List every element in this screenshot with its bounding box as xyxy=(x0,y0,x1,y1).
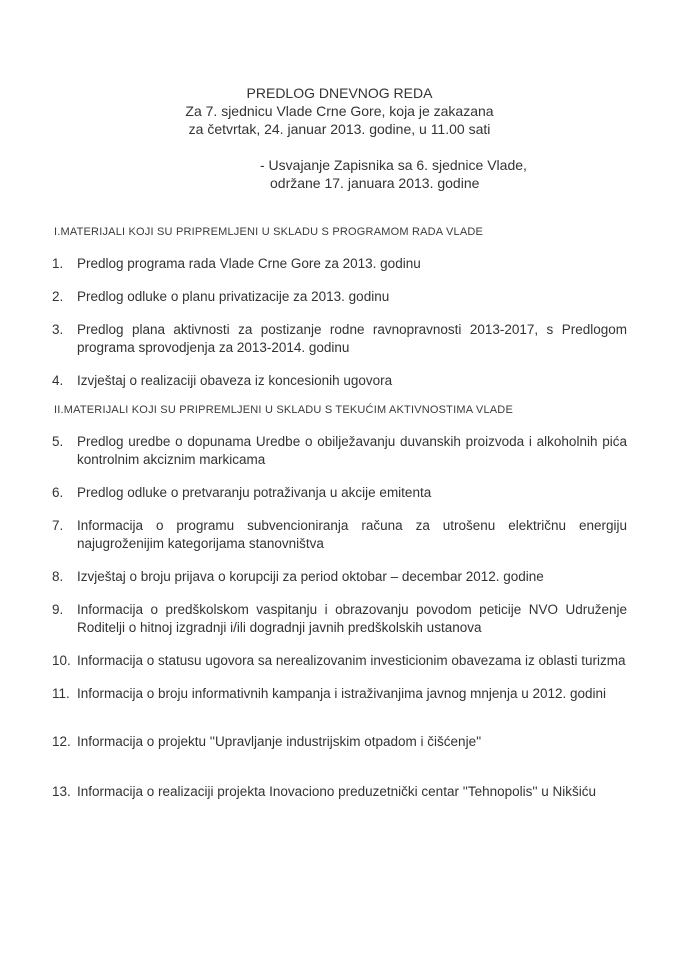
agenda-item-2 xyxy=(52,288,627,306)
agenda-item-3 xyxy=(52,321,627,357)
agenda-item-number: 10. xyxy=(52,653,71,668)
minutes-note-line-2: održane 17. januara 2013. godine xyxy=(270,175,480,191)
agenda-item-number: 13. xyxy=(52,784,71,799)
agenda-item-number: 5. xyxy=(52,434,64,449)
agenda-item-text: Informacija o predškolskom vaspitanju i obrazovanju povodom peticije NVO Udruženje Roditelji o hitnoj izgradnji i/ili dogradnji javnih predškolskih ustanova xyxy=(77,602,627,635)
agenda-item-5 xyxy=(52,433,627,469)
agenda-item-text: Informacija o programu subvencioniranja računa za utrošenu električnu energiju najugroženijim kategorijama stanovništva xyxy=(77,518,627,551)
agenda-item-10 xyxy=(52,652,627,670)
agenda-item-text: Predlog odluke o pretvaranju potraživanja u akcije emitenta xyxy=(77,485,432,500)
agenda-item-13 xyxy=(52,783,627,801)
agenda-item-8 xyxy=(52,568,627,586)
section-heading-2: II.MATERIJALI KOJI SU PRIPREMLJENI U SKLADU S TEKUĆIM AKTIVNOSTIMA VLADE xyxy=(54,404,513,416)
agenda-item-number: 1. xyxy=(52,256,64,271)
agenda-item-9 xyxy=(52,601,627,637)
agenda-item-number: 8. xyxy=(52,569,64,584)
agenda-item-text: Predlog odluke o planu privatizacije za 2013. godinu xyxy=(77,289,390,304)
agenda-item-12 xyxy=(52,733,627,751)
agenda-item-text: Izvještaj o broju prijava o korupciji za period oktobar – decembar 2012. godine xyxy=(77,569,544,584)
agenda-item-11 xyxy=(52,685,627,703)
agenda-item-text: Predlog uredbe o dopunama Uredbe o obilježavanju duvanskih proizvoda i alkoholnih pića kontrolnim akciznim markicama xyxy=(77,434,627,467)
agenda-item-text: Informacija o statusu ugovora sa nerealizovanim investicionim obavezama iz oblasti turizma xyxy=(77,653,626,668)
agenda-item-number: 2. xyxy=(52,289,64,304)
agenda-item-number: 6. xyxy=(52,485,64,500)
agenda-item-text: Informacija o projektu ''Upravljanje industrijskim otpadom i čišćenje'' xyxy=(77,734,482,749)
agenda-item-1 xyxy=(52,255,627,273)
section-heading-1: I.MATERIJALI KOJI SU PRIPREMLJENI U SKLADU S PROGRAMOM RADA VLADE xyxy=(54,226,484,238)
minutes-adoption-note xyxy=(260,156,627,192)
agenda-item-6 xyxy=(52,484,627,502)
agenda-item-number: 9. xyxy=(52,602,64,617)
agenda-item-number: 3. xyxy=(52,322,64,337)
agenda-item-text: Predlog plana aktivnosti za postizanje rodne ravnopravnosti 2013-2017, s Predlogom programa sprovodjenja za 2013-2014. godinu xyxy=(77,322,627,355)
agenda-item-7 xyxy=(52,517,627,553)
agenda-item-number: 11. xyxy=(52,686,70,701)
agenda-item-text: Informacija o broju informativnih kampanja i istraživanjima javnog mnjenja u 2012. godini xyxy=(77,686,607,701)
agenda-item-number: 12. xyxy=(52,734,71,749)
minutes-note-line-1: - Usvajanje Zapisnika sa 6. sjednice Vlade, xyxy=(260,157,527,173)
agenda-item-text: Predlog programa rada Vlade Crne Gore za 2013. godinu xyxy=(77,256,421,271)
document-title-line-1: PREDLOG DNEVNOG REDA xyxy=(246,85,433,101)
agenda-item-number: 4. xyxy=(52,373,64,388)
agenda-item-number: 7. xyxy=(52,518,64,533)
agenda-item-4 xyxy=(52,372,627,390)
agenda-item-text: Izvještaj o realizaciji obaveza iz koncesionih ugovora xyxy=(77,373,393,388)
document-title-line-3: za četvrtak, 24. januar 2013. godine, u 11.00 sati xyxy=(188,121,491,137)
document-title-line-2: Za 7. sjednicu Vlade Crne Gore, koja je zakazana xyxy=(185,103,494,119)
document-title xyxy=(52,84,627,138)
agenda-item-text: Informacija o realizaciji projekta Inovaciono preduzetnički centar ''Tehnopolis'' u Nikšiću xyxy=(77,784,597,799)
